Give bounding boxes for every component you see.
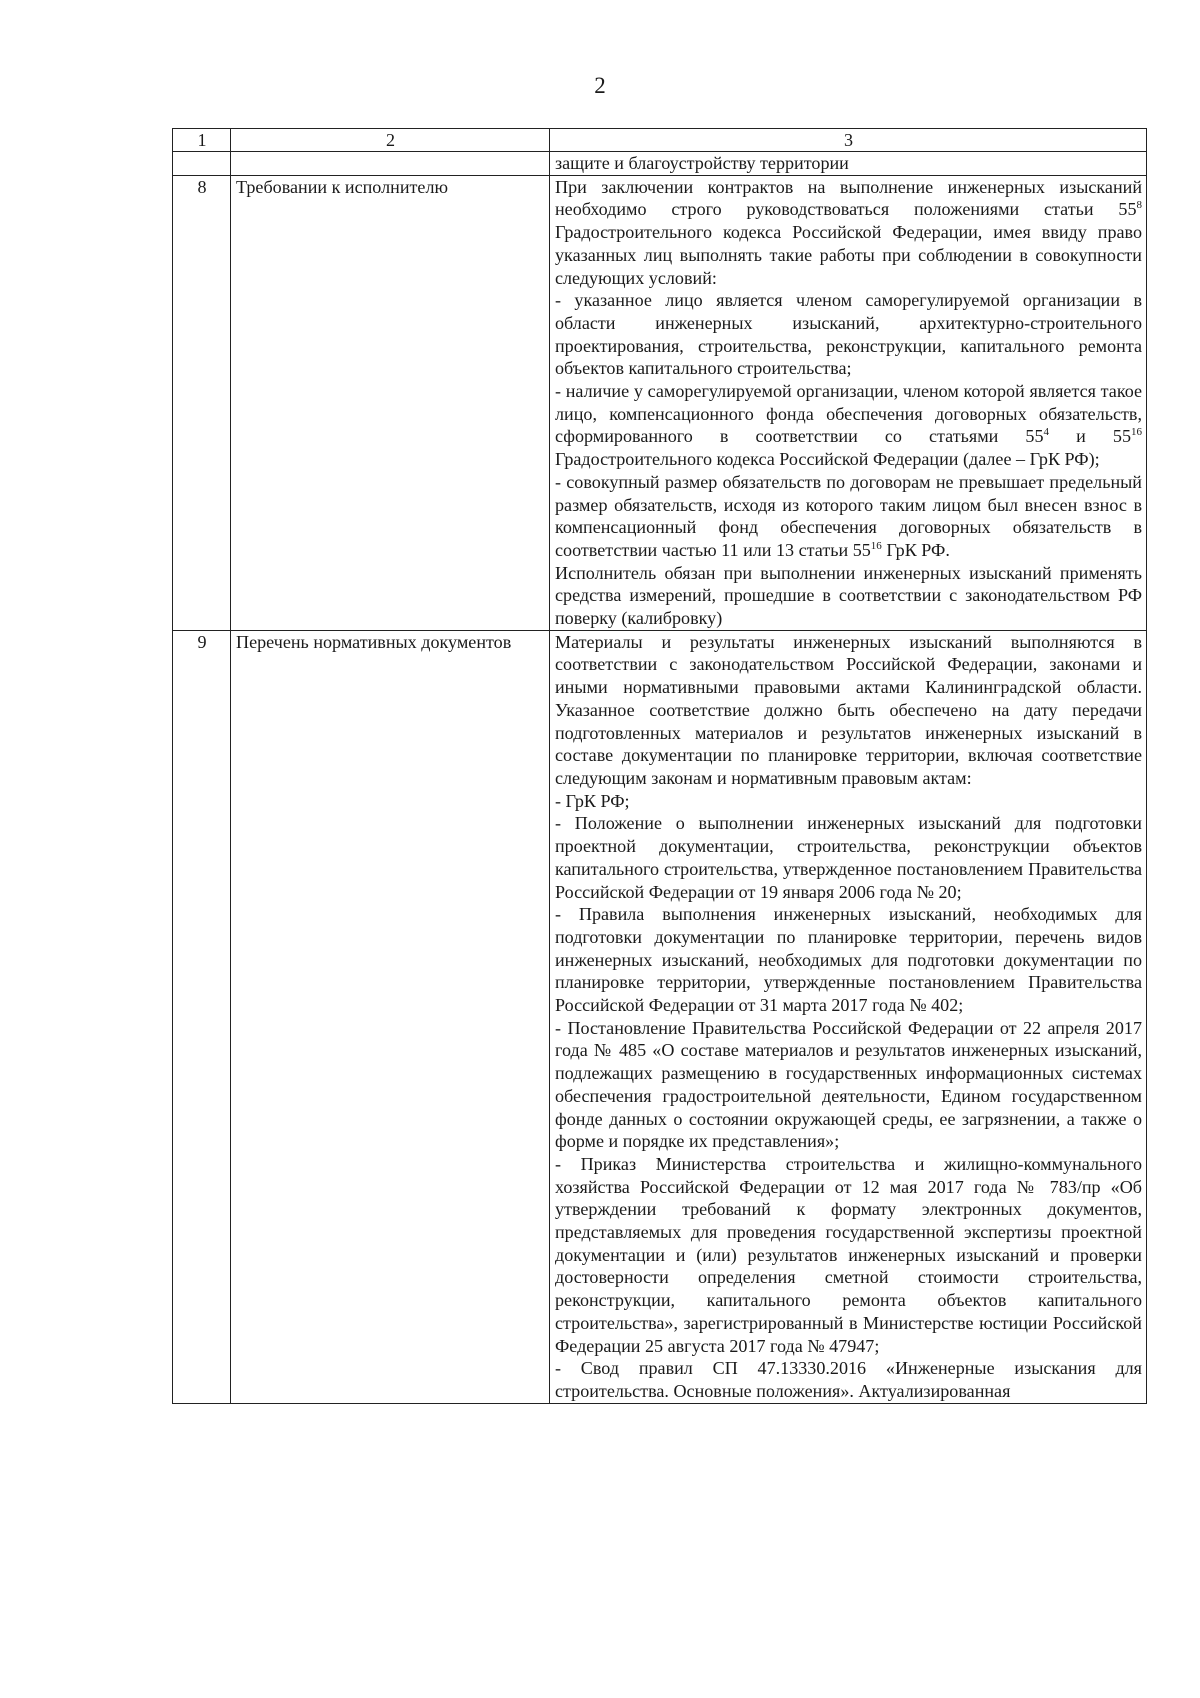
row-number: 8 bbox=[173, 175, 231, 630]
column-number-3: 3 bbox=[550, 129, 1147, 152]
paragraph bbox=[555, 1357, 1142, 1402]
row-number: 9 bbox=[173, 630, 231, 1403]
row-content bbox=[550, 175, 1147, 630]
paragraph bbox=[555, 1153, 1142, 1357]
column-number-1: 1 bbox=[173, 129, 231, 152]
table-header-row bbox=[173, 129, 1147, 152]
text-run: Исполнитель обязан при выполнении инженерных изысканий применять средства измерений, прошедшие в соответствии с законодательством РФ поверку (калибровку) bbox=[555, 562, 1142, 629]
text-run: Материалы и результаты инженерных изысканий выполняются в соответствии с законодательством Российской Федерации, законами и иными нормативными правовыми актами Калининградской области. Указанное соответствие должно быть обеспечено на дату передачи подготовленных материалов и результатов инженерных изысканий в составе документации по планировке территории, включая соответствие следующим законам и нормативным правовым актам: bbox=[555, 631, 1142, 788]
text-run: и 55 bbox=[1049, 426, 1131, 447]
paragraph bbox=[555, 176, 1142, 290]
paragraph bbox=[555, 790, 1142, 813]
text-run: - совокупный размер обязательств по договорам не превышает предельный размер обязательств, исходя из которого таким лицом был внесен взнос в компенсационный фонд обеспечения договорных обязательств в соответствии частью 11 или 13 статьи 55 bbox=[555, 471, 1142, 560]
row-label: Требовании к исполнителю bbox=[231, 175, 550, 630]
paragraph bbox=[555, 812, 1142, 903]
paragraph bbox=[555, 631, 1142, 790]
paragraph bbox=[555, 289, 1142, 380]
paragraph bbox=[555, 471, 1142, 562]
superscript: 4 bbox=[1043, 426, 1050, 439]
text-run: Градостроительного кодекса Российской Федерации (далее – ГрК РФ); bbox=[555, 449, 1100, 470]
column-number-2: 2 bbox=[231, 129, 550, 152]
table-row-9 bbox=[173, 630, 1147, 1403]
text-run: - Правила выполнения инженерных изысканий, необходимых для подготовки документации по планировке территории, перечень видов инженерных изысканий, необходимых для подготовки документации по планировке территории, утвержденные постановлением Правительства Российской Федерации от 31 марта 2017 года № 402; bbox=[555, 904, 1142, 1016]
text-run: - указанное лицо является членом саморегулируемой организации в области инженерных изысканий, архитектурно-строительного проектирования, строительства, реконструкции, капитального ремонта объектов капитального строительства; bbox=[555, 290, 1142, 379]
continuation-row bbox=[173, 152, 1147, 176]
text-run: - Приказ Министерства строительства и жилищно-коммунального хозяйства Российской Федерации от 12 мая 2017 года № 783/пр «Об утверждении требований к формату электронных документов, представляемых для проведения государственной экспертизы проектной документации и (или) результатов инженерных изысканий и проверки достоверности определения сметной стоимости строительства, реконструкции, капитального ремонта объектов капитального строительства», зарегистрированный в Министерстве юстиции Российской Федерации 25 августа 2017 года № 47947; bbox=[555, 1153, 1142, 1356]
paragraph bbox=[555, 903, 1142, 1017]
paragraph bbox=[555, 1017, 1142, 1153]
page-number: 2 bbox=[594, 73, 606, 98]
table-row-8 bbox=[173, 175, 1147, 630]
text-run: ГрК РФ. bbox=[881, 539, 950, 560]
text-run: Градостроительного кодекса Российской Федерации, имея ввиду право указанных лиц выполнять такие работы при соблюдении в совокупности следующих условий: bbox=[555, 222, 1142, 288]
superscript: 16 bbox=[870, 539, 882, 552]
superscript: 8 bbox=[1136, 199, 1142, 212]
superscript: 16 bbox=[1131, 426, 1142, 439]
continuation-text: защите и благоустройству территории bbox=[550, 152, 1147, 176]
requirements-table bbox=[172, 128, 1147, 1404]
text-run: - Свод правил СП 47.13330.2016 «Инженерные изыскания для строительства. Основные положения». Актуализированная bbox=[555, 1358, 1142, 1401]
row-content bbox=[550, 630, 1147, 1403]
text-run: - Постановление Правительства Российской Федерации от 22 апреля 2017 года № 485 «О составе материалов и результатов инженерных изысканий, подлежащих размещению в государственных информационных системах обеспечения градостроительной деятельности, Едином государственном фонде данных о состоянии окружающей среды, ее загрязнении, а также о форме и порядке их представления»; bbox=[555, 1017, 1142, 1152]
text-run: - наличие у саморегулируемой организации, членом которой является такое лицо, компенсационного фонда обеспечения договорных обязательств, сформированного в соответствии со статьями 55 bbox=[555, 381, 1142, 447]
text-run: - Положение о выполнении инженерных изысканий для подготовки проектной документации, строительства, реконструкции объектов капитального строительства, утвержденное постановлением Правительства Российской Федерации от 19 января 2006 года № 20; bbox=[555, 813, 1142, 902]
paragraph bbox=[555, 562, 1142, 630]
text-run: - ГрК РФ; bbox=[555, 790, 630, 811]
paragraph bbox=[555, 380, 1142, 471]
row-label: Перечень нормативных документов bbox=[231, 630, 550, 1403]
text-run: При заключении контрактов на выполнение инженерных изысканий необходимо строго руководствоваться положениями статьи 55 bbox=[555, 176, 1142, 220]
